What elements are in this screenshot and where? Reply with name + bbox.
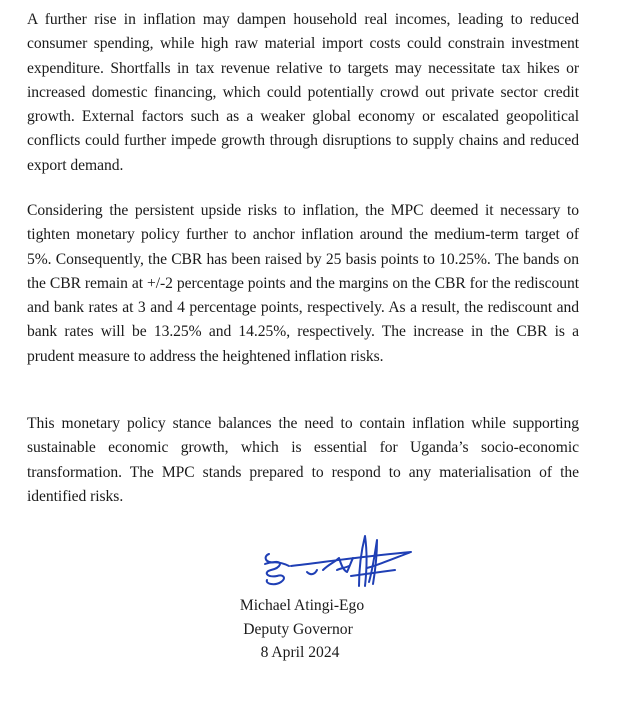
document-date: 8 April 2024 bbox=[260, 644, 340, 661]
handwritten-signature bbox=[255, 528, 415, 598]
signatory-title: Deputy Governor bbox=[243, 621, 353, 638]
paragraph-growth-risks: A further rise in inflation may dampen household real incomes, leading to reduced consumer spending, while high raw material import costs could constrain investment expenditure. Shortfalls in tax revenue relative to targets may necessitate tax hikes or increased domestic financing, which could potentially crowd out private sector credit growth. External factors such as a weaker global economy or escalated geopolitical conflicts could further impede growth through disruptions to supply chains and reduced export demand. bbox=[27, 11, 579, 174]
paragraph-policy-decision: Considering the persistent upside risks to inflation, the MPC deemed it necessary to tighten monetary policy further to anchor inflation around the medium-term target of 5%. Consequently, the CBR has been raised by 25 basis points to 10.25%. The bands on the CBR remain at +/-2 percentage points and the margins on the CBR for the rediscount and bank rates at 3 and 4 percentage points, respectively. As a result, the rediscount and bank rates will be 13.25% and 14.25%, respectively. The increase in the CBR is a prudent measure to address the heightened inflation risks. bbox=[27, 202, 579, 365]
signatory-name: Michael Atingi-Ego bbox=[239, 597, 365, 614]
paragraph-policy-stance: This monetary policy stance balances the need to contain inflation while supporting sustainable economic growth, which is essential for Uganda’s socio-economic transformation. The MPC stands prepared to respond to any materialisation of the identified risks. bbox=[27, 415, 579, 505]
